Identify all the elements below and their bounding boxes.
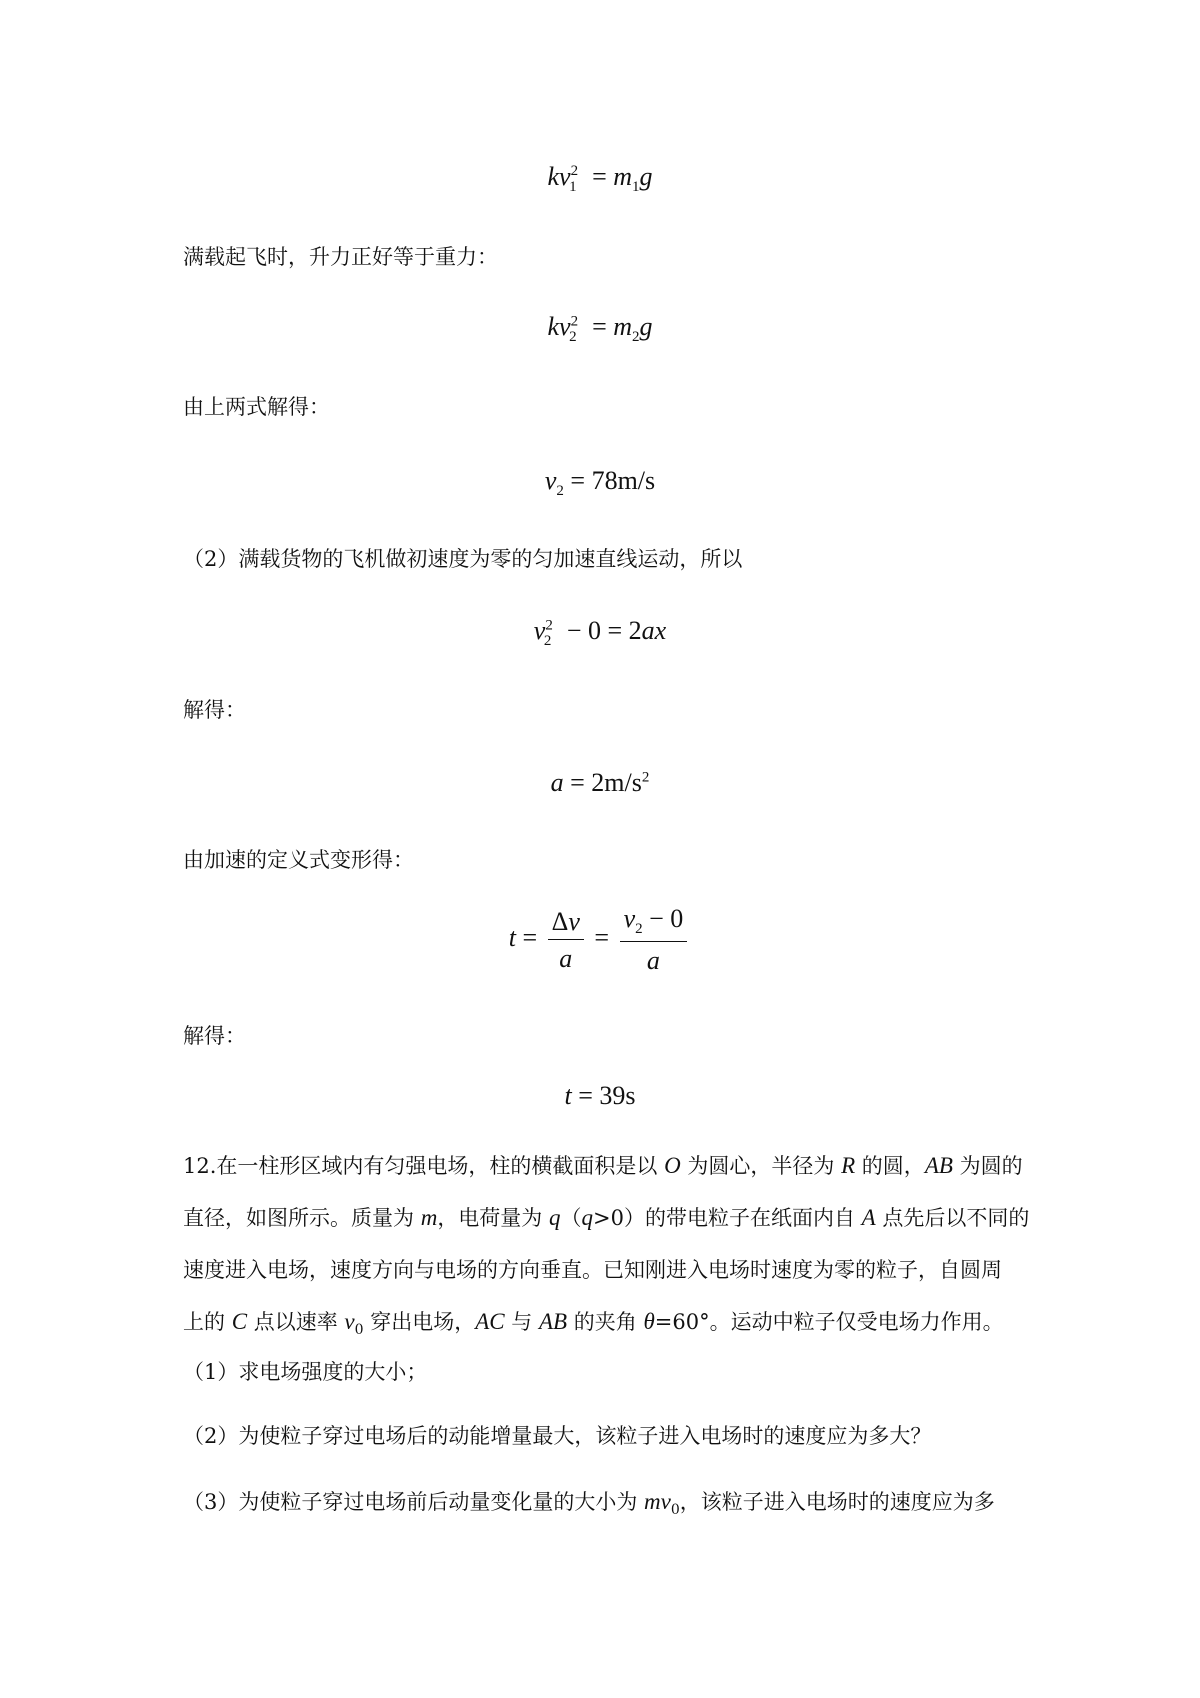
equation-a-result: $a = 2m/s^2$ bbox=[550, 768, 650, 797]
question-2: （2）为使粒子穿过电场后的动能增量最大，该粒子进入电场时的速度应为多大？ bbox=[183, 1424, 932, 1448]
text-solve-t: 解得： bbox=[183, 1024, 246, 1048]
problem-line-1: 12.在一柱形区域内有匀强电场，柱的横截面积是以 O 为圆心，半径为 R 的圆，AB 为圆的 bbox=[183, 1153, 1023, 1178]
equation-kinematics: $v^2_2 - 0 = 2ax$ bbox=[533, 616, 667, 650]
equation-lift-full: $kv^2_2 = m_2g$ bbox=[547, 312, 653, 346]
equation-lift-empty: $kv^2_1 = m_1g$ bbox=[547, 162, 653, 196]
text-solve-two: 由上两式解得： bbox=[183, 395, 330, 419]
question-3: （3）为使粒子穿过电场前后动量变化量的大小为 $mv_0$，该粒子进入电场时的速度应为多 bbox=[183, 1489, 995, 1519]
text-full-load-lift: 满载起飞时，升力正好等于重力： bbox=[183, 245, 498, 269]
text-definition: 由加速的定义式变形得： bbox=[183, 848, 414, 872]
problem-line-4: 上的 C 点以速率 $v_0$ 穿出电场，AC 与 AB 的夹角 θ=60°。运动中粒子仅受电场力作用。 bbox=[183, 1309, 1004, 1339]
equation-time-fraction: t = $\frac{\Delta v}{a}$ = $\frac{v_2 - 0}{a}$ bbox=[0, 906, 1200, 974]
question-1: （1）求电场强度的大小； bbox=[183, 1360, 428, 1384]
problem-line-3: 速度进入电场，速度方向与电场的方向垂直。已知刚进入电场时速度为零的粒子，自圆周 bbox=[183, 1258, 1002, 1282]
equation-v2-result: $v_2 = 78m/s$ bbox=[544, 466, 656, 500]
equation-t-result: t = 39s bbox=[564, 1081, 636, 1110]
problem-line-2: 直径，如图所示。质量为 m，电荷量为 q（q>0）的带电粒子在纸面内自 A 点先后以不同的 bbox=[183, 1205, 1030, 1230]
text-part2-intro: （2）满载货物的飞机做初速度为零的匀加速直线运动，所以 bbox=[183, 547, 743, 571]
text-solve-a: 解得： bbox=[183, 698, 246, 722]
